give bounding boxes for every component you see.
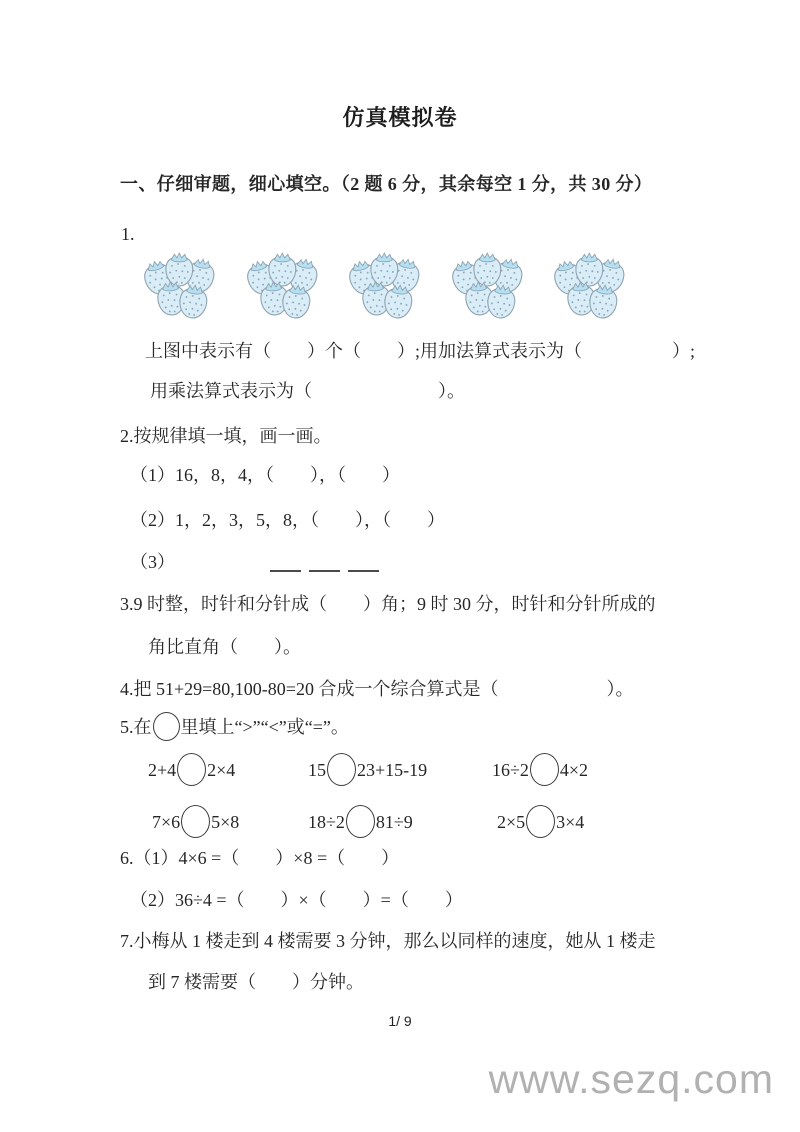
question-5-heading-after: 里填上“>”“<”或“=”。 [180, 717, 349, 737]
strawberry-groups-row [140, 249, 642, 329]
comparison-item [152, 800, 239, 842]
question-6-item1: 6.（1）4×6 =（ ）×8 =（ ） [120, 848, 400, 868]
compare-circle-icon [153, 712, 180, 741]
comparison-left-expression: 16÷2 [492, 759, 529, 780]
question-5-heading-before: 5.在 [120, 717, 152, 737]
compare-circle-icon [177, 753, 206, 786]
comparison-left-expression: 18÷2 [308, 811, 345, 832]
question-4-text: 4.把 51+29=80,100-80=20 合成一个综合算式是（ ）。 [120, 679, 634, 699]
question-5-comparison-grid [120, 745, 690, 850]
question-2-item1: （1）16，8，4，（ ），（ ） [130, 465, 400, 485]
section-heading: 一、仔细审题，细心填空。（2 题 6 分，其余每空 1 分，共 30 分） [120, 174, 653, 194]
comparison-item [492, 748, 588, 790]
question-2-heading: 2.按规律填一填，画一画。 [120, 426, 332, 446]
question-7-line2: 到 7 楼需要（ ）分钟。 [148, 972, 364, 992]
strawberry-cluster-icon [345, 249, 437, 327]
comparison-item [308, 800, 413, 842]
answer-blank-line [309, 558, 340, 572]
comparison-right-expression: 3×4 [556, 811, 585, 832]
compare-circle-icon [181, 805, 210, 838]
compare-circle-icon [327, 753, 356, 786]
comparison-right-expression: 5×8 [211, 811, 240, 832]
question-6-item2: （2）36÷4 =（ ）×（ ）=（ ） [130, 890, 463, 910]
page-title: 仿真模拟卷 [342, 105, 458, 130]
comparison-right-expression: 4×2 [559, 759, 589, 780]
watermark-text: www.sezq.com [488, 1056, 774, 1102]
comparison-item [308, 748, 427, 790]
question-3-line1: 3.9 时整，时针和分针成（ ）角；9 时 30 分，时针和分针所成的 [120, 594, 656, 614]
comparison-left-expression: 2+4 [148, 759, 177, 780]
question-1-line2: 用乘法算式表示为（ ）。 [150, 381, 465, 401]
compare-circle-icon [346, 805, 375, 838]
strawberry-cluster-icon [243, 249, 335, 327]
question-2-item3-label: （3） [130, 552, 175, 572]
question-1-number: 1. [121, 224, 135, 244]
compare-circle-icon [530, 753, 559, 786]
comparison-right-expression: 81÷9 [375, 811, 413, 832]
comparison-right-expression: 2×4 [207, 759, 236, 780]
comparison-left-expression: 7×6 [152, 811, 181, 832]
compare-circle-icon [526, 805, 555, 838]
strawberry-cluster-icon [140, 249, 232, 327]
question-2-item2: （2）1，2，3，5，8，（ ），（ ） [130, 510, 445, 530]
comparison-item [148, 748, 235, 790]
question-7-line1: 7.小梅从 1 楼走到 4 楼需要 3 分钟，那么以同样的速度，她从 1 楼走 [120, 931, 656, 951]
question-2-item3-blanks [270, 558, 387, 577]
strawberry-cluster-icon [550, 249, 642, 327]
question-3-line2: 角比直角（ ）。 [148, 637, 301, 657]
question-1-line1: 上图中表示有（ ）个（ ）;用加法算式表示为（ ）; [145, 341, 695, 361]
answer-blank-line [348, 558, 379, 572]
comparison-left-expression: 2×5 [497, 811, 526, 832]
comparison-left-expression: 15 [308, 759, 326, 780]
question-5-heading [120, 712, 349, 741]
strawberry-cluster-icon [448, 249, 540, 327]
answer-blank-line [270, 558, 301, 572]
comparison-item [497, 800, 584, 842]
page-number: 1/ 9 [388, 1013, 412, 1029]
comparison-right-expression: 23+15-19 [357, 759, 428, 780]
